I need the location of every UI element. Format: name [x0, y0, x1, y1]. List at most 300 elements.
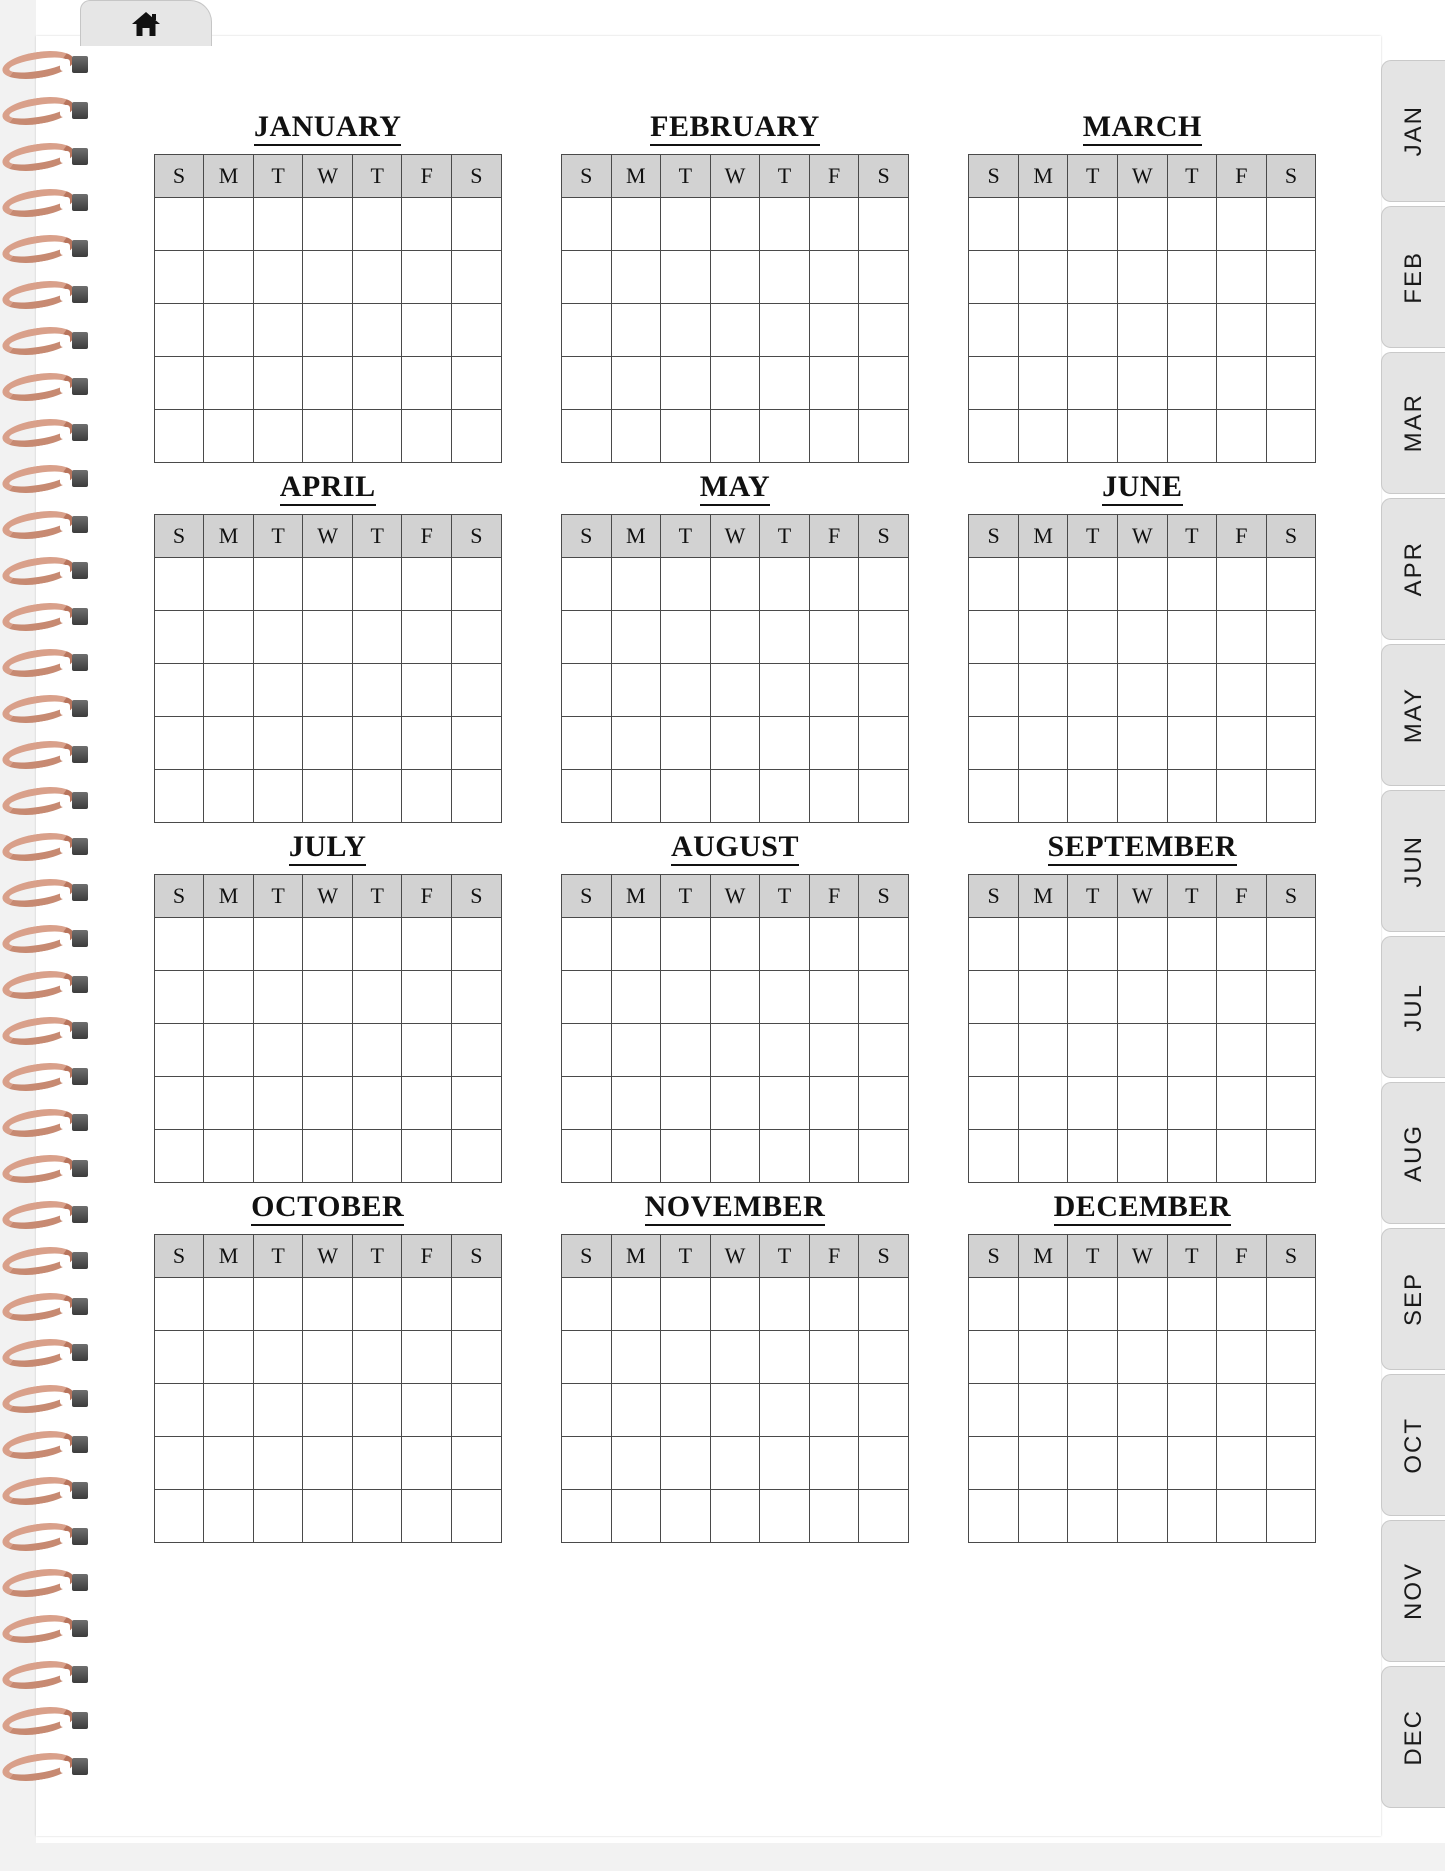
calendar-day-cell[interactable] [1118, 1490, 1168, 1543]
calendar-day-cell[interactable] [452, 357, 502, 410]
calendar-day-cell[interactable] [1167, 770, 1217, 823]
calendar-day-cell[interactable] [561, 611, 611, 664]
calendar-day-cell[interactable] [561, 1490, 611, 1543]
calendar-day-cell[interactable] [760, 1384, 810, 1437]
calendar-day-cell[interactable] [561, 304, 611, 357]
calendar-day-cell[interactable] [760, 918, 810, 971]
calendar-day-cell[interactable] [154, 558, 204, 611]
month-tab-aug[interactable] [1381, 1082, 1445, 1224]
calendar-day-cell[interactable] [303, 251, 353, 304]
calendar-day-cell[interactable] [253, 918, 303, 971]
calendar-day-cell[interactable] [809, 971, 859, 1024]
calendar-day-cell[interactable] [1118, 918, 1168, 971]
calendar-day-cell[interactable] [1266, 971, 1316, 1024]
calendar-day-cell[interactable] [1217, 770, 1267, 823]
calendar-day-cell[interactable] [204, 918, 254, 971]
month-tab-apr[interactable] [1381, 498, 1445, 640]
calendar-day-cell[interactable] [452, 1384, 502, 1437]
calendar-day-cell[interactable] [204, 1024, 254, 1077]
calendar-day-cell[interactable] [760, 664, 810, 717]
calendar-day-cell[interactable] [253, 717, 303, 770]
month-tab-jan[interactable] [1381, 60, 1445, 202]
calendar-day-cell[interactable] [303, 717, 353, 770]
calendar-day-cell[interactable] [710, 717, 760, 770]
calendar-day-cell[interactable] [561, 1077, 611, 1130]
calendar-day-cell[interactable] [352, 558, 402, 611]
calendar-day-cell[interactable] [204, 304, 254, 357]
calendar-day-cell[interactable] [661, 357, 711, 410]
calendar-day-cell[interactable] [204, 1437, 254, 1490]
calendar-day-cell[interactable] [710, 770, 760, 823]
calendar-day-cell[interactable] [611, 410, 661, 463]
calendar-day-cell[interactable] [1018, 971, 1068, 1024]
calendar-day-cell[interactable] [1068, 1490, 1118, 1543]
calendar-day-cell[interactable] [402, 558, 452, 611]
calendar-day-cell[interactable] [611, 1437, 661, 1490]
calendar-day-cell[interactable] [1167, 717, 1217, 770]
calendar-day-cell[interactable] [611, 611, 661, 664]
calendar-day-cell[interactable] [969, 198, 1019, 251]
calendar-day-cell[interactable] [1118, 971, 1168, 1024]
calendar-day-cell[interactable] [859, 304, 909, 357]
calendar-day-cell[interactable] [402, 918, 452, 971]
calendar-day-cell[interactable] [561, 918, 611, 971]
calendar-day-cell[interactable] [1266, 770, 1316, 823]
calendar-day-cell[interactable] [352, 1130, 402, 1183]
calendar-day-cell[interactable] [710, 918, 760, 971]
calendar-day-cell[interactable] [561, 1278, 611, 1331]
calendar-day-cell[interactable] [561, 1024, 611, 1077]
calendar-day-cell[interactable] [1217, 1490, 1267, 1543]
calendar-day-cell[interactable] [303, 558, 353, 611]
calendar-day-cell[interactable] [303, 1437, 353, 1490]
calendar-day-cell[interactable] [204, 1384, 254, 1437]
calendar-day-cell[interactable] [402, 1437, 452, 1490]
calendar-day-cell[interactable] [1217, 971, 1267, 1024]
calendar-day-cell[interactable] [661, 664, 711, 717]
calendar-day-cell[interactable] [1266, 1130, 1316, 1183]
calendar-day-cell[interactable] [204, 1130, 254, 1183]
calendar-day-cell[interactable] [809, 1278, 859, 1331]
calendar-day-cell[interactable] [760, 971, 810, 1024]
calendar-day-cell[interactable] [710, 1077, 760, 1130]
calendar-day-cell[interactable] [710, 1024, 760, 1077]
calendar-day-cell[interactable] [969, 1490, 1019, 1543]
calendar-day-cell[interactable] [154, 770, 204, 823]
calendar-day-cell[interactable] [402, 251, 452, 304]
calendar-day-cell[interactable] [303, 198, 353, 251]
calendar-day-cell[interactable] [760, 611, 810, 664]
calendar-day-cell[interactable] [611, 1384, 661, 1437]
calendar-day-cell[interactable] [1118, 1278, 1168, 1331]
calendar-day-cell[interactable] [204, 251, 254, 304]
calendar-day-cell[interactable] [1167, 1024, 1217, 1077]
calendar-day-cell[interactable] [561, 357, 611, 410]
month-tab-oct[interactable] [1381, 1374, 1445, 1516]
calendar-day-cell[interactable] [303, 1490, 353, 1543]
calendar-day-cell[interactable] [661, 971, 711, 1024]
calendar-day-cell[interactable] [154, 1384, 204, 1437]
calendar-day-cell[interactable] [611, 357, 661, 410]
calendar-day-cell[interactable] [1167, 664, 1217, 717]
calendar-day-cell[interactable] [809, 717, 859, 770]
calendar-day-cell[interactable] [1217, 1130, 1267, 1183]
calendar-day-cell[interactable] [809, 1331, 859, 1384]
calendar-day-cell[interactable] [1118, 357, 1168, 410]
calendar-day-cell[interactable] [1118, 304, 1168, 357]
calendar-day-cell[interactable] [204, 770, 254, 823]
calendar-day-cell[interactable] [1018, 304, 1068, 357]
calendar-day-cell[interactable] [1167, 1130, 1217, 1183]
calendar-day-cell[interactable] [710, 304, 760, 357]
calendar-day-cell[interactable] [1167, 198, 1217, 251]
calendar-day-cell[interactable] [1217, 1331, 1267, 1384]
calendar-day-cell[interactable] [661, 1278, 711, 1331]
calendar-day-cell[interactable] [710, 664, 760, 717]
calendar-day-cell[interactable] [661, 558, 711, 611]
calendar-day-cell[interactable] [303, 1331, 353, 1384]
calendar-day-cell[interactable] [154, 664, 204, 717]
calendar-day-cell[interactable] [611, 1278, 661, 1331]
month-tab-nov[interactable] [1381, 1520, 1445, 1662]
calendar-day-cell[interactable] [352, 1331, 402, 1384]
calendar-day-cell[interactable] [204, 410, 254, 463]
calendar-day-cell[interactable] [452, 1331, 502, 1384]
calendar-day-cell[interactable] [352, 770, 402, 823]
calendar-day-cell[interactable] [1217, 357, 1267, 410]
calendar-day-cell[interactable] [1266, 251, 1316, 304]
calendar-day-cell[interactable] [760, 198, 810, 251]
calendar-day-cell[interactable] [452, 664, 502, 717]
calendar-day-cell[interactable] [611, 1077, 661, 1130]
calendar-day-cell[interactable] [1266, 357, 1316, 410]
calendar-day-cell[interactable] [1167, 1437, 1217, 1490]
calendar-day-cell[interactable] [859, 1077, 909, 1130]
calendar-day-cell[interactable] [1266, 304, 1316, 357]
calendar-day-cell[interactable] [969, 304, 1019, 357]
calendar-day-cell[interactable] [809, 357, 859, 410]
calendar-day-cell[interactable] [253, 357, 303, 410]
calendar-day-cell[interactable] [1018, 357, 1068, 410]
calendar-day-cell[interactable] [452, 1278, 502, 1331]
calendar-day-cell[interactable] [760, 770, 810, 823]
calendar-day-cell[interactable] [859, 1384, 909, 1437]
calendar-day-cell[interactable] [611, 1130, 661, 1183]
calendar-day-cell[interactable] [1068, 1331, 1118, 1384]
calendar-day-cell[interactable] [859, 1490, 909, 1543]
calendar-day-cell[interactable] [452, 611, 502, 664]
calendar-day-cell[interactable] [1266, 1077, 1316, 1130]
calendar-day-cell[interactable] [859, 770, 909, 823]
calendar-day-cell[interactable] [1068, 1384, 1118, 1437]
calendar-day-cell[interactable] [303, 770, 353, 823]
calendar-day-cell[interactable] [611, 1331, 661, 1384]
calendar-day-cell[interactable] [452, 558, 502, 611]
calendar-day-cell[interactable] [204, 717, 254, 770]
calendar-day-cell[interactable] [710, 558, 760, 611]
calendar-day-cell[interactable] [204, 357, 254, 410]
calendar-day-cell[interactable] [253, 558, 303, 611]
calendar-day-cell[interactable] [611, 251, 661, 304]
calendar-day-cell[interactable] [452, 251, 502, 304]
month-tab-feb[interactable] [1381, 206, 1445, 348]
calendar-day-cell[interactable] [1217, 1384, 1267, 1437]
calendar-day-cell[interactable] [809, 770, 859, 823]
calendar-day-cell[interactable] [253, 1437, 303, 1490]
calendar-day-cell[interactable] [859, 971, 909, 1024]
calendar-day-cell[interactable] [859, 1130, 909, 1183]
calendar-day-cell[interactable] [253, 251, 303, 304]
calendar-day-cell[interactable] [1266, 611, 1316, 664]
month-tab-dec[interactable] [1381, 1666, 1445, 1808]
calendar-day-cell[interactable] [809, 1490, 859, 1543]
calendar-day-cell[interactable] [204, 611, 254, 664]
calendar-day-cell[interactable] [760, 410, 810, 463]
month-tab-jun[interactable] [1381, 790, 1445, 932]
calendar-day-cell[interactable] [1018, 1024, 1068, 1077]
calendar-day-cell[interactable] [154, 1077, 204, 1130]
calendar-day-cell[interactable] [1167, 918, 1217, 971]
calendar-day-cell[interactable] [969, 1130, 1019, 1183]
calendar-day-cell[interactable] [561, 664, 611, 717]
calendar-day-cell[interactable] [352, 611, 402, 664]
calendar-day-cell[interactable] [561, 410, 611, 463]
calendar-day-cell[interactable] [402, 304, 452, 357]
calendar-day-cell[interactable] [1068, 770, 1118, 823]
calendar-day-cell[interactable] [204, 971, 254, 1024]
calendar-day-cell[interactable] [1266, 1024, 1316, 1077]
calendar-day-cell[interactable] [1018, 1490, 1068, 1543]
calendar-day-cell[interactable] [253, 1278, 303, 1331]
calendar-day-cell[interactable] [352, 918, 402, 971]
calendar-day-cell[interactable] [969, 1331, 1019, 1384]
calendar-day-cell[interactable] [661, 1024, 711, 1077]
calendar-day-cell[interactable] [611, 558, 661, 611]
calendar-day-cell[interactable] [661, 611, 711, 664]
calendar-day-cell[interactable] [710, 1130, 760, 1183]
calendar-day-cell[interactable] [452, 1077, 502, 1130]
calendar-day-cell[interactable] [710, 198, 760, 251]
calendar-day-cell[interactable] [1068, 251, 1118, 304]
calendar-day-cell[interactable] [1118, 198, 1168, 251]
calendar-day-cell[interactable] [1118, 717, 1168, 770]
calendar-day-cell[interactable] [1018, 1384, 1068, 1437]
calendar-day-cell[interactable] [452, 1130, 502, 1183]
calendar-day-cell[interactable] [809, 251, 859, 304]
calendar-day-cell[interactable] [1217, 664, 1267, 717]
calendar-day-cell[interactable] [1217, 304, 1267, 357]
calendar-day-cell[interactable] [1217, 558, 1267, 611]
calendar-day-cell[interactable] [1266, 664, 1316, 717]
calendar-day-cell[interactable] [661, 251, 711, 304]
calendar-day-cell[interactable] [1018, 1077, 1068, 1130]
calendar-day-cell[interactable] [969, 410, 1019, 463]
calendar-day-cell[interactable] [661, 1077, 711, 1130]
calendar-day-cell[interactable] [1118, 664, 1168, 717]
calendar-day-cell[interactable] [303, 304, 353, 357]
calendar-day-cell[interactable] [561, 1437, 611, 1490]
calendar-day-cell[interactable] [760, 251, 810, 304]
calendar-day-cell[interactable] [452, 717, 502, 770]
calendar-day-cell[interactable] [303, 918, 353, 971]
calendar-day-cell[interactable] [1068, 918, 1118, 971]
calendar-day-cell[interactable] [1118, 611, 1168, 664]
calendar-day-cell[interactable] [253, 1331, 303, 1384]
calendar-day-cell[interactable] [154, 304, 204, 357]
calendar-day-cell[interactable] [1266, 1278, 1316, 1331]
calendar-day-cell[interactable] [303, 1077, 353, 1130]
home-tab[interactable] [80, 0, 212, 46]
calendar-day-cell[interactable] [253, 410, 303, 463]
calendar-day-cell[interactable] [154, 198, 204, 251]
month-tab-mar[interactable] [1381, 352, 1445, 494]
calendar-day-cell[interactable] [154, 1024, 204, 1077]
calendar-day-cell[interactable] [760, 1437, 810, 1490]
calendar-day-cell[interactable] [1068, 558, 1118, 611]
calendar-day-cell[interactable] [661, 1384, 711, 1437]
calendar-day-cell[interactable] [859, 1278, 909, 1331]
calendar-day-cell[interactable] [969, 664, 1019, 717]
calendar-day-cell[interactable] [859, 664, 909, 717]
calendar-day-cell[interactable] [1118, 1331, 1168, 1384]
calendar-day-cell[interactable] [611, 971, 661, 1024]
calendar-day-cell[interactable] [809, 1384, 859, 1437]
calendar-day-cell[interactable] [154, 251, 204, 304]
calendar-day-cell[interactable] [1217, 1278, 1267, 1331]
calendar-day-cell[interactable] [452, 1490, 502, 1543]
calendar-day-cell[interactable] [760, 1278, 810, 1331]
calendar-day-cell[interactable] [402, 1490, 452, 1543]
calendar-day-cell[interactable] [710, 971, 760, 1024]
calendar-day-cell[interactable] [859, 1331, 909, 1384]
calendar-day-cell[interactable] [1266, 717, 1316, 770]
calendar-day-cell[interactable] [1018, 251, 1068, 304]
calendar-day-cell[interactable] [661, 717, 711, 770]
calendar-day-cell[interactable] [1217, 198, 1267, 251]
calendar-day-cell[interactable] [402, 1130, 452, 1183]
calendar-day-cell[interactable] [809, 611, 859, 664]
calendar-day-cell[interactable] [154, 357, 204, 410]
calendar-day-cell[interactable] [1068, 1130, 1118, 1183]
calendar-day-cell[interactable] [352, 664, 402, 717]
calendar-day-cell[interactable] [760, 1077, 810, 1130]
calendar-day-cell[interactable] [1068, 198, 1118, 251]
calendar-day-cell[interactable] [1068, 1024, 1118, 1077]
calendar-day-cell[interactable] [154, 918, 204, 971]
calendar-day-cell[interactable] [561, 198, 611, 251]
calendar-day-cell[interactable] [859, 918, 909, 971]
calendar-day-cell[interactable] [760, 304, 810, 357]
calendar-day-cell[interactable] [859, 410, 909, 463]
calendar-day-cell[interactable] [611, 304, 661, 357]
calendar-day-cell[interactable] [710, 357, 760, 410]
calendar-day-cell[interactable] [1018, 918, 1068, 971]
calendar-day-cell[interactable] [402, 664, 452, 717]
calendar-day-cell[interactable] [1068, 664, 1118, 717]
calendar-day-cell[interactable] [303, 357, 353, 410]
calendar-day-cell[interactable] [154, 1331, 204, 1384]
calendar-day-cell[interactable] [809, 410, 859, 463]
calendar-day-cell[interactable] [611, 770, 661, 823]
calendar-day-cell[interactable] [710, 1331, 760, 1384]
calendar-day-cell[interactable] [561, 1130, 611, 1183]
calendar-day-cell[interactable] [1217, 1437, 1267, 1490]
calendar-day-cell[interactable] [1018, 664, 1068, 717]
calendar-day-cell[interactable] [253, 304, 303, 357]
calendar-day-cell[interactable] [661, 1490, 711, 1543]
calendar-day-cell[interactable] [561, 1384, 611, 1437]
calendar-day-cell[interactable] [561, 1331, 611, 1384]
calendar-day-cell[interactable] [1018, 558, 1068, 611]
calendar-day-cell[interactable] [352, 1077, 402, 1130]
calendar-day-cell[interactable] [969, 770, 1019, 823]
calendar-day-cell[interactable] [1118, 1077, 1168, 1130]
calendar-day-cell[interactable] [809, 1437, 859, 1490]
calendar-day-cell[interactable] [969, 1024, 1019, 1077]
calendar-day-cell[interactable] [1018, 611, 1068, 664]
calendar-day-cell[interactable] [1118, 558, 1168, 611]
calendar-day-cell[interactable] [154, 1490, 204, 1543]
calendar-day-cell[interactable] [1068, 304, 1118, 357]
calendar-day-cell[interactable] [1068, 1077, 1118, 1130]
calendar-day-cell[interactable] [1217, 918, 1267, 971]
calendar-day-cell[interactable] [402, 717, 452, 770]
calendar-day-cell[interactable] [1266, 1437, 1316, 1490]
calendar-day-cell[interactable] [303, 611, 353, 664]
calendar-day-cell[interactable] [1167, 251, 1217, 304]
calendar-day-cell[interactable] [1118, 1437, 1168, 1490]
calendar-day-cell[interactable] [561, 971, 611, 1024]
calendar-day-cell[interactable] [452, 410, 502, 463]
calendar-day-cell[interactable] [1068, 611, 1118, 664]
calendar-day-cell[interactable] [969, 1384, 1019, 1437]
calendar-day-cell[interactable] [204, 1278, 254, 1331]
calendar-day-cell[interactable] [204, 198, 254, 251]
calendar-day-cell[interactable] [253, 1490, 303, 1543]
calendar-day-cell[interactable] [760, 717, 810, 770]
calendar-day-cell[interactable] [253, 971, 303, 1024]
calendar-day-cell[interactable] [402, 770, 452, 823]
calendar-day-cell[interactable] [809, 918, 859, 971]
calendar-day-cell[interactable] [402, 1331, 452, 1384]
calendar-day-cell[interactable] [204, 1077, 254, 1130]
calendar-day-cell[interactable] [1266, 918, 1316, 971]
calendar-day-cell[interactable] [1018, 198, 1068, 251]
calendar-day-cell[interactable] [303, 1024, 353, 1077]
calendar-day-cell[interactable] [303, 971, 353, 1024]
calendar-day-cell[interactable] [859, 357, 909, 410]
calendar-day-cell[interactable] [352, 198, 402, 251]
calendar-day-cell[interactable] [253, 770, 303, 823]
calendar-day-cell[interactable] [1167, 1278, 1217, 1331]
calendar-day-cell[interactable] [561, 251, 611, 304]
calendar-day-cell[interactable] [1118, 1384, 1168, 1437]
calendar-day-cell[interactable] [859, 558, 909, 611]
month-tab-jul[interactable] [1381, 936, 1445, 1078]
calendar-day-cell[interactable] [1068, 357, 1118, 410]
calendar-day-cell[interactable] [611, 1024, 661, 1077]
calendar-day-cell[interactable] [710, 410, 760, 463]
calendar-day-cell[interactable] [452, 304, 502, 357]
calendar-day-cell[interactable] [1266, 1331, 1316, 1384]
calendar-day-cell[interactable] [1068, 410, 1118, 463]
calendar-day-cell[interactable] [760, 558, 810, 611]
calendar-day-cell[interactable] [154, 717, 204, 770]
calendar-day-cell[interactable] [611, 1490, 661, 1543]
calendar-day-cell[interactable] [1167, 558, 1217, 611]
calendar-day-cell[interactable] [154, 611, 204, 664]
calendar-day-cell[interactable] [1217, 1024, 1267, 1077]
